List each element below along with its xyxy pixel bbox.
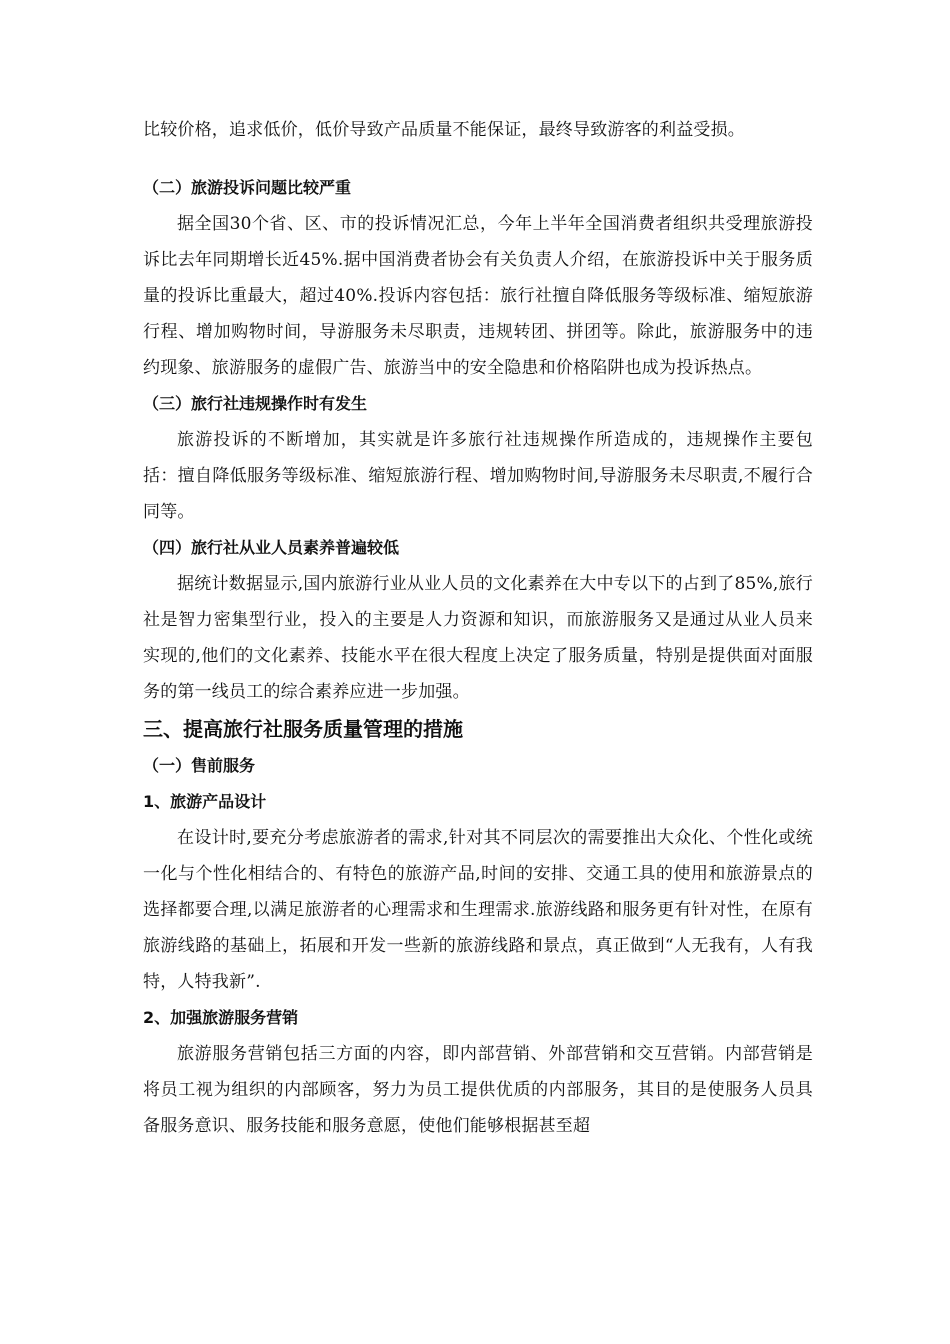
subsection-heading-product-design: 1、旅游产品设计 bbox=[143, 792, 267, 811]
paragraph-staff: 据统计数据显示,国内旅游行业从业人员的文化素养在大中专以下的占到了85%,旅行社是智力密集型行业，投入的主要是人力资源和知识，而旅游服务又是通过从业人员来实现的,他们的文化素养、技能水平在很大程度上决定了服务质量，特别是提供面对面服务的第一线员工的综合素养应进一步加强。 bbox=[143, 574, 813, 702]
paragraph-continuation: 比较价格，追求低价，低价导致产品质量不能保证，最终导致游客的利益受损。 bbox=[143, 120, 745, 140]
paragraph-marketing: 旅游服务营销包括三方面的内容，即内部营销、外部营销和交互营销。内部营销是将员工视为组织的内部顾客，努力为员工提供优质的内部服务，其目的是使服务人员具备服务意识、服务技能和服务意愿，使他们能够根据甚至超 bbox=[143, 1044, 813, 1136]
chapter-heading-measures: 三、提高旅行社服务质量管理的措施 bbox=[143, 717, 463, 741]
section-heading-presale: （一）售前服务 bbox=[143, 756, 256, 775]
section-heading-complaints: （二）旅游投诉问题比较严重 bbox=[143, 178, 352, 197]
section-heading-staff: （四）旅行社从业人员素养普遍较低 bbox=[143, 538, 400, 557]
spacer bbox=[143, 148, 813, 170]
document-body bbox=[143, 112, 813, 1144]
section-heading-violations: （三）旅行社违规操作时有发生 bbox=[143, 394, 368, 413]
subsection-heading-marketing: 2、加强旅游服务营销 bbox=[143, 1008, 299, 1027]
paragraph-violations: 旅游投诉的不断增加，其实就是许多旅行社违规操作所造成的，违规操作主要包括：擅自降低服务等级标准、缩短旅游行程、增加购物时间,导游服务未尽职责,不履行合同等。 bbox=[143, 430, 813, 522]
paragraph-product-design: 在设计时,要充分考虑旅游者的需求,针对其不同层次的需要推出大众化、个性化或统一化与个性化相结合的、有特色的旅游产品,时间的安排、交通工具的使用和旅游景点的选择都要合理,以满足旅游者的心理需求和生理需求.旅游线路和服务更有针对性，在原有旅游线路的基础上，拓展和开发一些新的旅游线路和景点，真正做到“人无我有，人有我特，人特我新”. bbox=[143, 828, 813, 992]
paragraph-complaints: 据全国30个省、区、市的投诉情况汇总，今年上半年全国消费者组织共受理旅游投诉比去年同期增长近45%.据中国消费者协会有关负责人介绍，在旅游投诉中关于服务质量的投诉比重最大，超过40%.投诉内容包括：旅行社擅自降低服务等级标准、缩短旅游行程、增加购物时间，导游服务未尽职责，违规转团、拼团等。除此，旅游服务中的违约现象、旅游服务的虚假广告、旅游当中的安全隐患和价格陷阱也成为投诉热点。 bbox=[143, 214, 813, 378]
